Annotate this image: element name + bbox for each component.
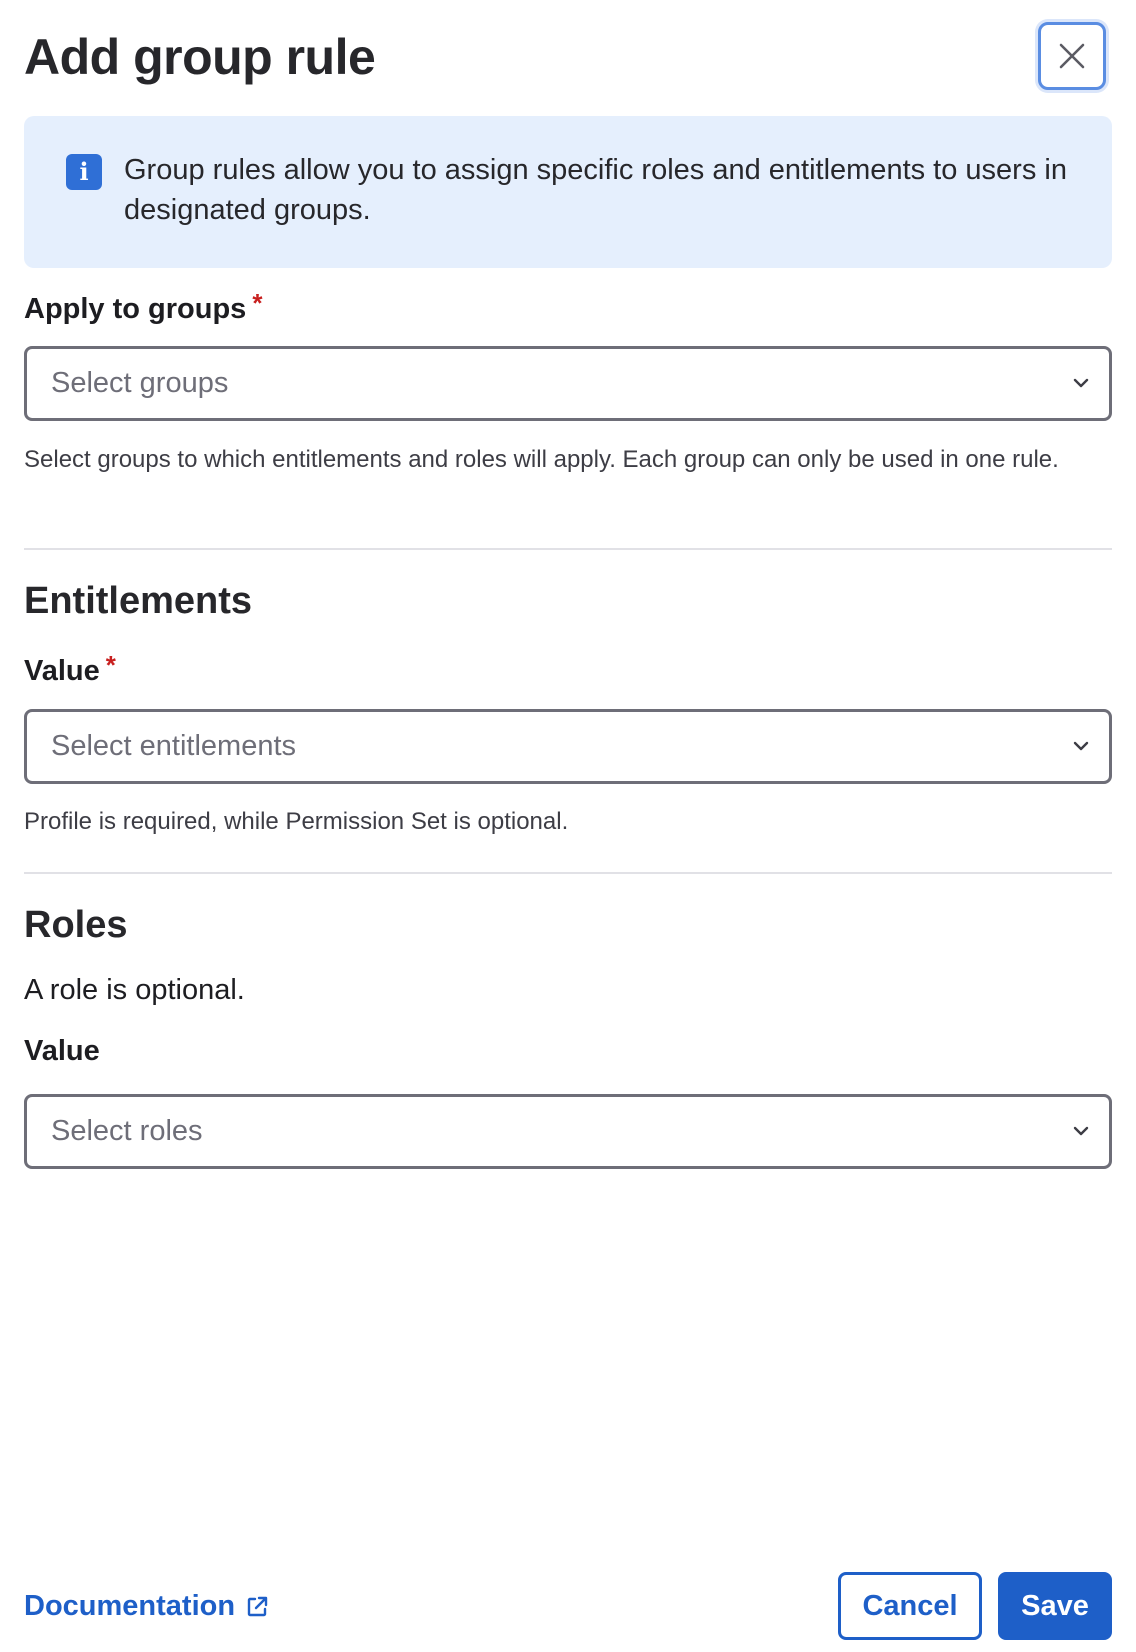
- external-link-icon: [245, 1595, 269, 1619]
- groups-select[interactable]: [24, 346, 1112, 421]
- info-banner-text: Group rules allow you to assign specific roles and entitlements to users in designated groups.: [124, 154, 1067, 226]
- entitlements-select[interactable]: [24, 709, 1112, 784]
- chevron-down-icon: [1071, 736, 1091, 756]
- required-indicator: *: [105, 650, 116, 680]
- documentation-link-label: Documentation: [24, 1590, 236, 1622]
- save-button[interactable]: Save: [998, 1572, 1112, 1640]
- roles-heading: Roles: [24, 904, 128, 946]
- roles-value-label-text: Value: [24, 1035, 100, 1067]
- info-banner: [24, 116, 1112, 268]
- entitlements-select-placeholder: Select entitlements: [51, 730, 297, 762]
- roles-select[interactable]: [24, 1094, 1112, 1169]
- cancel-button[interactable]: Cancel: [838, 1572, 982, 1640]
- entitlements-hint: Profile is required, while Permission Set is optional.: [24, 808, 569, 835]
- entitlements-heading: Entitlements: [24, 580, 253, 622]
- documentation-link[interactable]: [24, 1590, 269, 1623]
- chevron-down-icon: [1071, 1121, 1091, 1141]
- info-icon: [66, 154, 102, 190]
- close-icon: [1057, 41, 1087, 71]
- apply-to-groups-label: [24, 288, 262, 326]
- apply-to-groups-label-text: Apply to groups: [24, 293, 247, 325]
- groups-hint: Select groups to which entitlements and roles will apply. Each group can only be used in one rule.: [24, 446, 1059, 473]
- dialog-header: [24, 18, 1112, 98]
- entitlements-value-label: [24, 650, 116, 688]
- section-divider: [24, 872, 1112, 874]
- required-indicator: *: [252, 288, 263, 318]
- page-title: Add group rule: [24, 29, 376, 85]
- dialog-footer: [24, 1572, 1112, 1642]
- roles-description: A role is optional.: [24, 974, 245, 1006]
- roles-value-label: [24, 1035, 100, 1068]
- close-button[interactable]: [1038, 22, 1106, 90]
- info-icon-glyph: i: [79, 157, 89, 186]
- entitlements-value-label-text: Value: [24, 655, 100, 687]
- groups-select-placeholder: Select groups: [51, 367, 229, 399]
- roles-select-placeholder: Select roles: [51, 1115, 203, 1147]
- add-group-rule-dialog: [24, 0, 1112, 1652]
- section-divider: [24, 548, 1112, 550]
- chevron-down-icon: [1071, 373, 1091, 393]
